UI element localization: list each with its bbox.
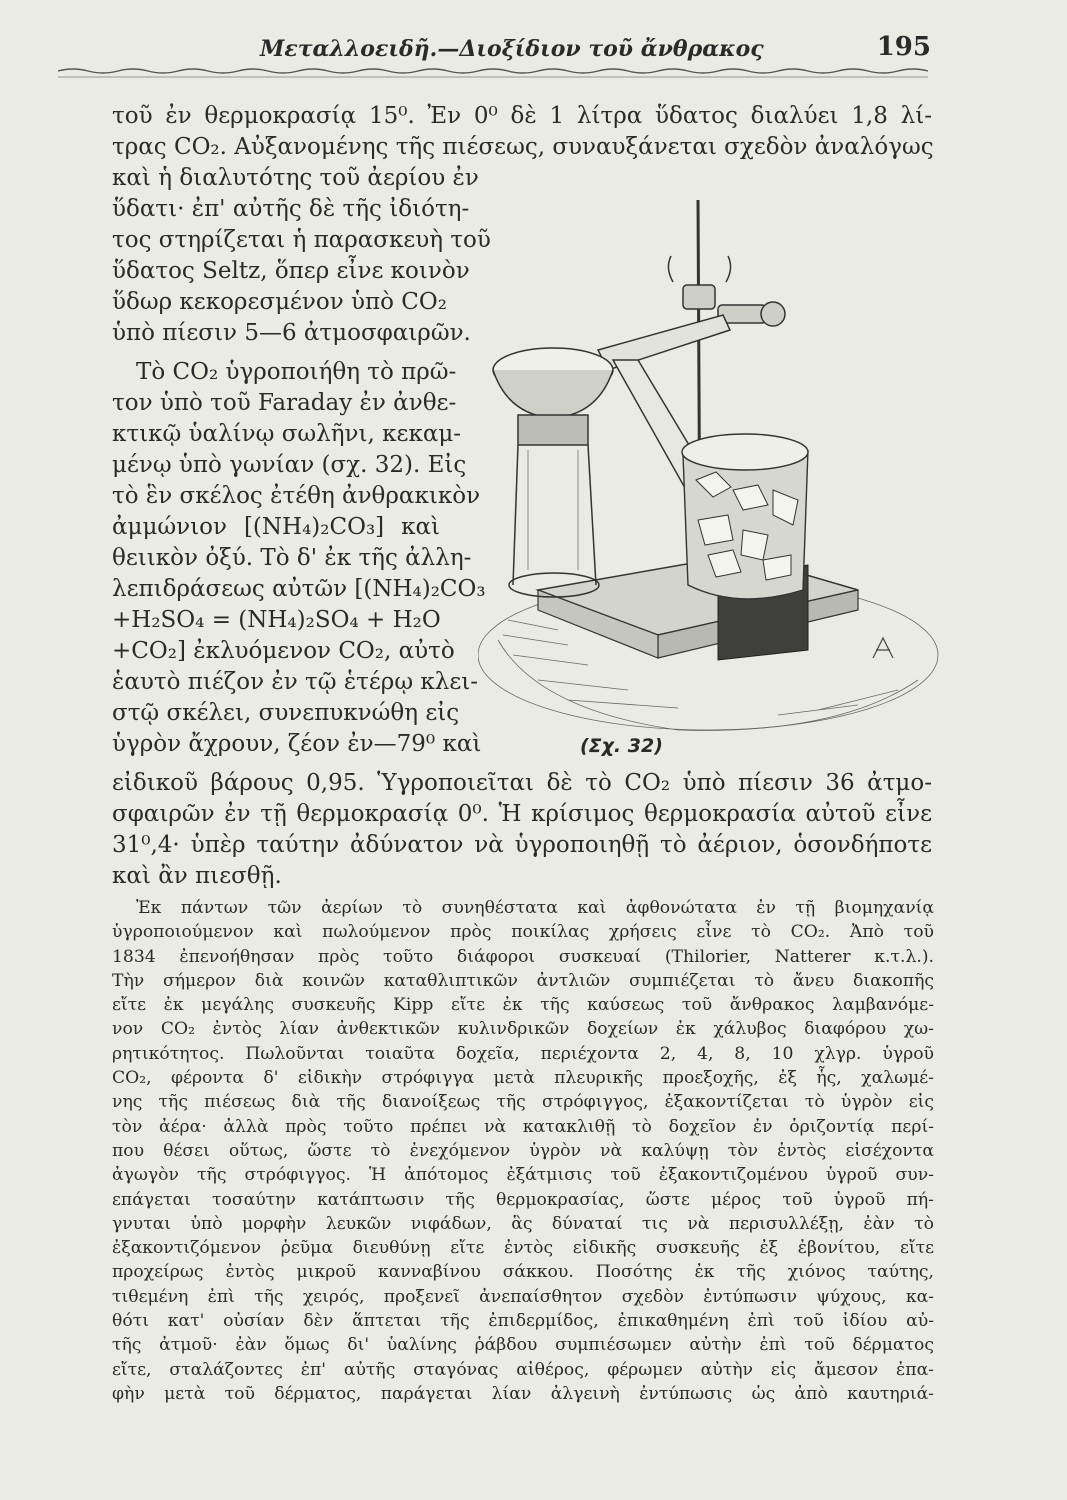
text-line: ὑπὸ πίεσιν 5—6 ἀτμοσφαιρῶν. [112,320,471,346]
text-line: ὕδατι· ἐπ' αὐτῆς δὲ τῆς ἰδιότη- [112,196,470,222]
text-line: προχείρως ἐντὸς μικροῦ κανναβίνου σάκκου. Ποσότης ἐκ τῆς χιόνος ταύτης, [112,1262,934,1283]
text-wrap-2 [112,357,486,760]
text-line: ἑαυτὸ πιέζον ἐν τῷ ἑτέρῳ κλει- [112,669,479,695]
text-line: CO₂, φέροντα δ' εἰδικὴν στρόφιγγα μετὰ πλευρικῆς προεξοχῆς, ἐξ ἧς, χαλωμέ- [112,1068,934,1089]
text-small-paragraph [112,896,934,1406]
text-line: ὕδωρ κεκορεσμένον ὑπὸ CO₂ [112,289,447,315]
text-line: καὶ ἂν πιεσθῇ. [112,863,282,889]
text-line: φὴν μετὰ τοῦ δέρματος, παράγεται λίαν ἀλγεινὴ ἐντύπωσις ὡς ἀπὸ καυτηριά- [112,1383,934,1404]
text-line: ρητικότητος. Πωλοῦνται τοιαῦτα δοχεῖα, περιέχοντα 2, 4, 8, 10 χλγρ. ὑγροῦ [112,1043,934,1064]
text-line: 1834 ἐπενοήθησαν πρὸς τοῦτο διάφοροι συσκευαί (Thilorier, Natterer κ.τ.λ.). [112,946,934,967]
text-top [112,101,932,163]
text-line: εἴτε ἐκ μεγάλης συσκευῆς Kipp εἴτε ἐκ τῆς καύσεως τοῦ ἄνθρακος λαμβανόμε- [112,995,934,1016]
text-line: εἰδικοῦ βάρους 0,95. Ὑγροποιεῖται δὲ τὸ CO₂ ὑπὸ πίεσιν 36 ἀτμο- [112,770,932,796]
text-line: τῆς ἀτμοῦ· ἐὰν ὅμως δι' ὑαλίνης ῥάβδου συμπιέσωμεν αὐτὴν ἐπὶ τοῦ δέρματος [112,1335,934,1356]
text-line: τὸ ἓν σκέλος ἐτέθη ἀνθρακικὸν [112,483,481,509]
text-line: κτικῷ ὑαλίνῳ σωλῆνι, κεκαμ- [112,421,462,447]
text-line: τρας CO₂. Αὐξανομένης τῆς πιέσεως, συναυξάνεται σχεδὸν ἀναλόγως [112,134,934,160]
text-line: θειικὸν ὀξύ. Τὸ δ' ἐκ τῆς ἀλλη- [112,545,472,571]
text-line: +H₂SO₄ = (NH₄)₂SO₄ + H₂O [112,607,441,633]
figure-caption: (Σχ. 32) [580,735,663,757]
running-head: Μεταλλοειδῆ.—Διοξίδιον τοῦ ἄνθρακος [260,36,764,62]
text-line: μένῳ ὑπὸ γωνίαν (σχ. 32). Εἰς [112,452,467,478]
text-wrap-1 [112,163,491,349]
text-line: τοῦ ἐν θερμοκρασίᾳ 15⁰. Ἐν 0⁰ δὲ 1 λίτρα ὕδατος διαλύει 1,8 λί- [112,103,932,129]
text-line: σφαιρῶν ἐν τῇ θερμοκρασίᾳ 0⁰. Ἡ κρίσιμος θερμοκρασία αὐτοῦ εἶνε [112,801,932,827]
text-line: που θέσει οὕτως, ὥστε τὸ ἐνεχόμενον ὑγρὸν νὰ καλύψῃ τὸν ἐντὸς εἰσέχοντα [112,1140,934,1161]
header-rule [58,66,928,80]
text-bottom [112,768,932,892]
text-line: τον ὑπὸ τοῦ Faraday ἐν ἀνθε- [112,390,457,416]
text-line: τιθεμένη ἐπὶ τῆς χειρός, προξενεῖ ἀνεπαίσθητον σχεδὸν ἐντύπωσιν ψύχους, κα- [112,1286,934,1307]
text-line: νον CO₂ ἐντὸς λίαν ἀνθεκτικῶν κυλινδρικῶν δοχείων ἐκ χάλυβος διαφόρου χω- [112,1019,934,1040]
text-line: ὕδατος Seltz, ὅπερ εἶνε κοινὸν [112,258,470,284]
text-line: εἴτε, σταλάζοντες ἐπ' αὐτῆς σταγόνας αἰθέρος, φέρωμεν αὐτὴν εἰς ἄμεσον ἐπα- [112,1359,934,1380]
text-line: ἀγωγὸν τῆς στρόφιγγος. Ἡ ἀπότομος ἐξάτμισις τοῦ ἐξακοντιζομένου ὑγροῦ συν- [112,1165,934,1186]
text-line: ὑγρὸν ἄχρουν, ζέον ἐν—79⁰ καὶ [112,731,482,757]
text-line: γνυται ὑπὸ μορφὴν λευκῶν νιφάδων, ἃς δύναταί τις νὰ περισυλλέξῃ, ἐὰν τὸ [112,1213,934,1234]
text-line: ἀμμώνιον [(NH₄)₂CO₃] καὶ [112,514,440,540]
text-line: +CO₂] ἐκλυόμενον CO₂, αὐτὸ [112,638,455,664]
text-line: λεπιδράσεως αὐτῶν [(NH₄)₂CO₃ [112,576,486,602]
text-line: 31⁰,4· ὑπὲρ ταύτην ἀδύνατον νὰ ὑγροποιηθῇ τὸ ἀέριον, ὁσονδήποτε [112,832,932,858]
text-line: νης τῆς πιέσεως διὰ τῆς διανοίξεως τῆς στρόφιγγος, ἐξακοντίζεται τὸ ὑγρὸν εἰς [112,1092,934,1113]
text-line: ἐξακοντιζόμενον ῥεῦμα διευθύνῃ εἴτε ἐντὸς εἰδικῆς συσκευῆς ἐξ ἐβονίτου, εἴτε [112,1238,934,1259]
text-line: στῷ σκέλει, συνεπυκνώθη εἰς [112,700,460,726]
text-line: τὸν ἀέρα· ἀλλὰ πρὸς τοῦτο πρέπει νὰ κατακλιθῇ τὸ δοχεῖον ἐν ὁριζοντίᾳ περί- [112,1116,934,1137]
figure-32-apparatus [478,190,948,760]
text-line: Τὴν σήμερον διὰ κοινῶν καταθλιπτικῶν ἀντλιῶν συμπιέζεται τὸ ἄνευ διακοπῆς [112,970,934,991]
page-number: 195 [876,32,931,62]
text-line: θότι κατ' οὐσίαν δὲν ἅπτεται τῆς ἐπιδερμίδος, ἐπικαθημένη ἐπὶ τοῦ ἰδίου αὐ- [112,1311,934,1332]
text-line: Ἐκ πάντων τῶν ἀερίων τὸ συνηθέστατα καὶ ἀφθονώτατα ἐν τῇ βιομηχανίᾳ [136,898,934,918]
text-line: καὶ ἡ διαλυτότης τοῦ ἀερίου ἐν [112,165,479,191]
text-line: τος στηρίζεται ἡ παρασκευὴ τοῦ [112,227,491,253]
text-line: Τὸ CO₂ ὑγροποιήθη τὸ πρῶ- [136,359,457,385]
text-line: επάγεται τοσαύτην κατάπτωσιν τῆς θερμοκρασίας, ὥστε μέρος τοῦ ὑγροῦ πή- [112,1189,934,1210]
text-line: ὑγροποιούμενον καὶ πωλούμενον πρὸς ποικίλας χρήσεις εἶνε τὸ CO₂. Ἀπὸ τοῦ [112,922,934,943]
